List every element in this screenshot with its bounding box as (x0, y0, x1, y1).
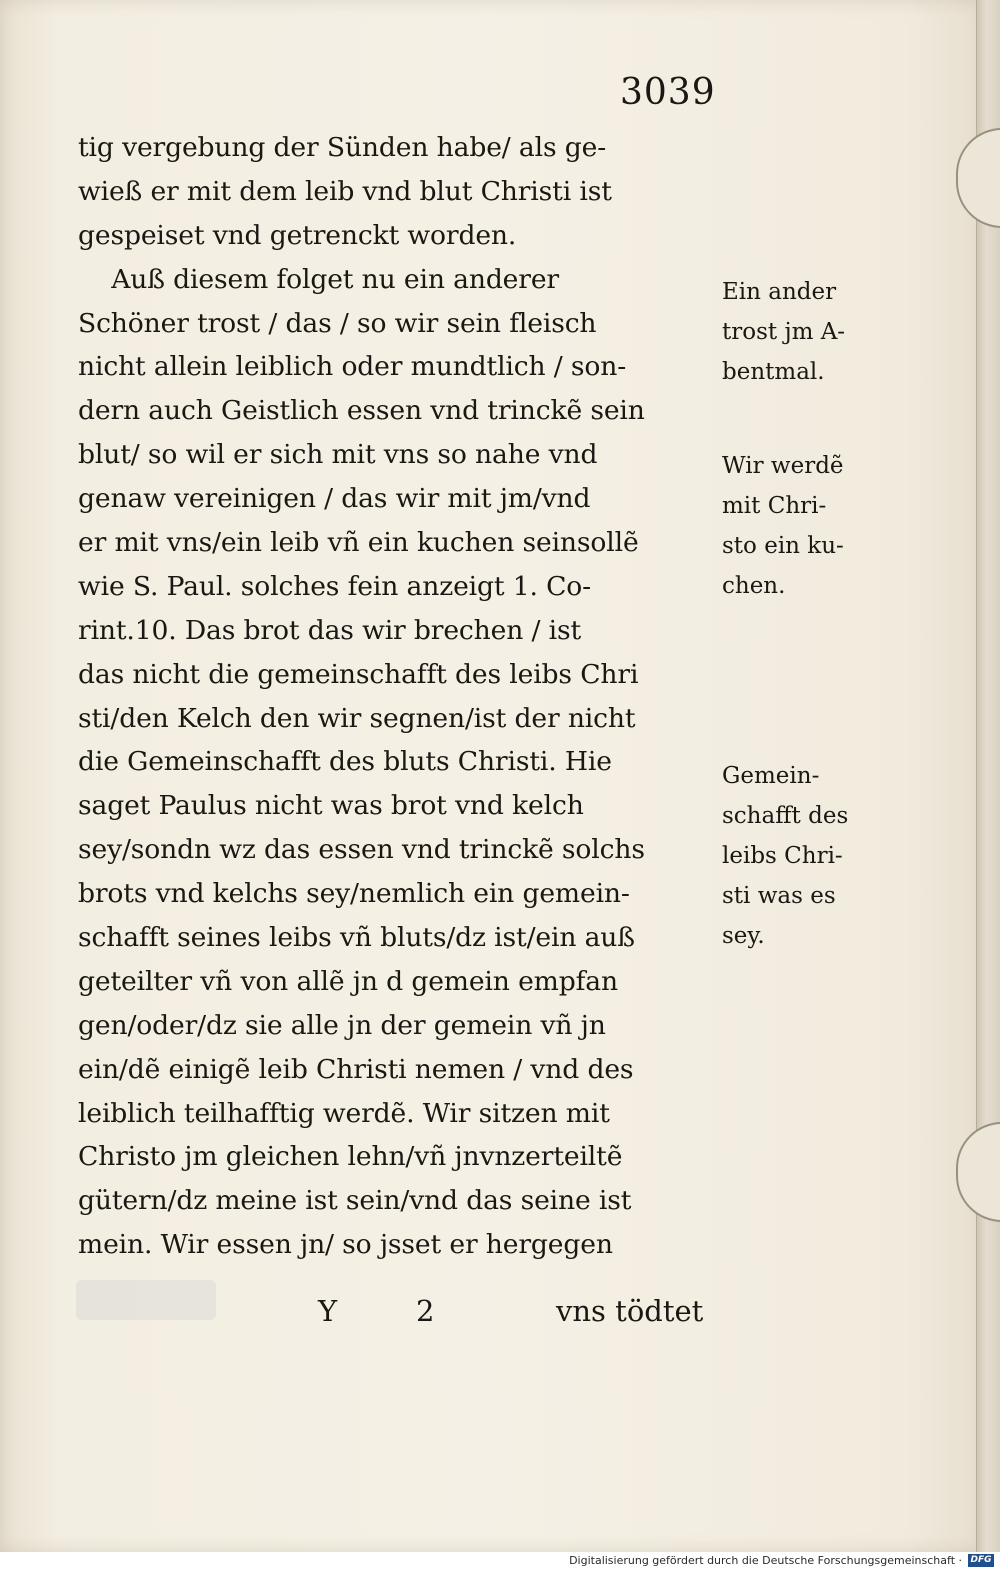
margin-note-line: sto ein ku- (722, 533, 844, 559)
text-line: das nicht die gemeinschafft des leibs Chri (78, 658, 639, 690)
text-line: genaw vereinigen / das wir mit jm/vnd (78, 483, 591, 515)
text-line: rint.10. Das brot das wir brechen / ist (78, 614, 582, 646)
margin-note (722, 756, 848, 956)
margin-note-line: chen. (722, 573, 786, 599)
margin-note-line: trost jm A- (722, 319, 846, 345)
ink-show-through (76, 1280, 216, 1320)
text-line: sey/sondn wz das essen vnd trinckẽ solchs (78, 834, 645, 866)
text-line: wieß er mit dem leib vnd blut Christi ist (78, 175, 612, 207)
margin-note-line: mit Chri- (722, 493, 827, 519)
margin-note (722, 272, 845, 392)
text-line: Christo jm gleichen lehn/vñ jnvnzerteiltẽ (78, 1141, 623, 1173)
text-line: saget Paulus nicht was brot vnd kelch (78, 790, 584, 822)
text-line: gespeiset vnd getrenckt worden. (78, 219, 517, 251)
dfg-logo: DFG (968, 1554, 994, 1567)
text-line: Auß diesem folget nu ein anderer (78, 263, 559, 295)
digitization-credit: Digitalisierung gefördert durch die Deutsche Forschungsgemeinschaft · (569, 1554, 962, 1567)
text-line: geteilter vñ von allẽ jn d gemein empfan (78, 965, 618, 997)
text-line: wie S. Paul. solches fein anzeigt 1. Co- (78, 570, 591, 602)
margin-note-line: sti was es (722, 883, 836, 909)
catchword: vns tödtet (556, 1294, 704, 1328)
margin-note-line: schafft des (722, 803, 849, 829)
text-line: gen/oder/dz sie alle jn der gemein vñ jn (78, 1009, 606, 1041)
text-line: leiblich teilhafftig werdẽ. Wir sitzen mit (78, 1097, 610, 1129)
body-text (78, 126, 645, 1267)
margin-note-line: bentmal. (722, 359, 825, 385)
text-line: ein/dẽ einigẽ leib Christi nemen / vnd des (78, 1053, 634, 1085)
margin-note-line: Gemein- (722, 763, 820, 789)
text-line: er mit vns/ein leib vñ ein kuchen seinsollẽ (78, 527, 639, 559)
text-line: brots vnd kelchs sey/nemlich ein gemein- (78, 878, 630, 910)
text-line: tig vergebung der Sünden habe/ als ge- (78, 132, 607, 163)
page-number: 3039 (620, 72, 716, 113)
margin-note-line: leibs Chri- (722, 843, 843, 869)
text-line: blut/ so wil er sich mit vns so nahe vnd (78, 439, 598, 471)
text-line: sti/den Kelch den wir segnen/ist der nicht (78, 702, 636, 734)
text-line: mein. Wir essen jn/ so jsset er hergegen (78, 1229, 613, 1261)
margin-note-line: sey. (722, 923, 765, 949)
page-edge (976, 0, 1000, 1552)
margin-note (722, 446, 844, 606)
text-line: schafft seines leibs vñ bluts/dz ist/ein auß (78, 922, 635, 954)
signature-mark: Y (318, 1294, 338, 1328)
text-line: die Gemeinschafft des bluts Christi. Hie (78, 746, 612, 778)
margin-note-line: Wir werdẽ (722, 453, 844, 479)
text-line: nicht allein leiblich oder mundtlich / son- (78, 351, 627, 383)
signature-number: 2 (416, 1294, 435, 1328)
text-line: gütern/dz meine ist sein/vnd das seine ist (78, 1185, 632, 1217)
text-line: Schöner trost / das / so wir sein fleisch (78, 307, 597, 339)
margin-note-line: Ein ander (722, 279, 837, 305)
text-line: dern auch Geistlich essen vnd trinckẽ sein (78, 395, 645, 427)
